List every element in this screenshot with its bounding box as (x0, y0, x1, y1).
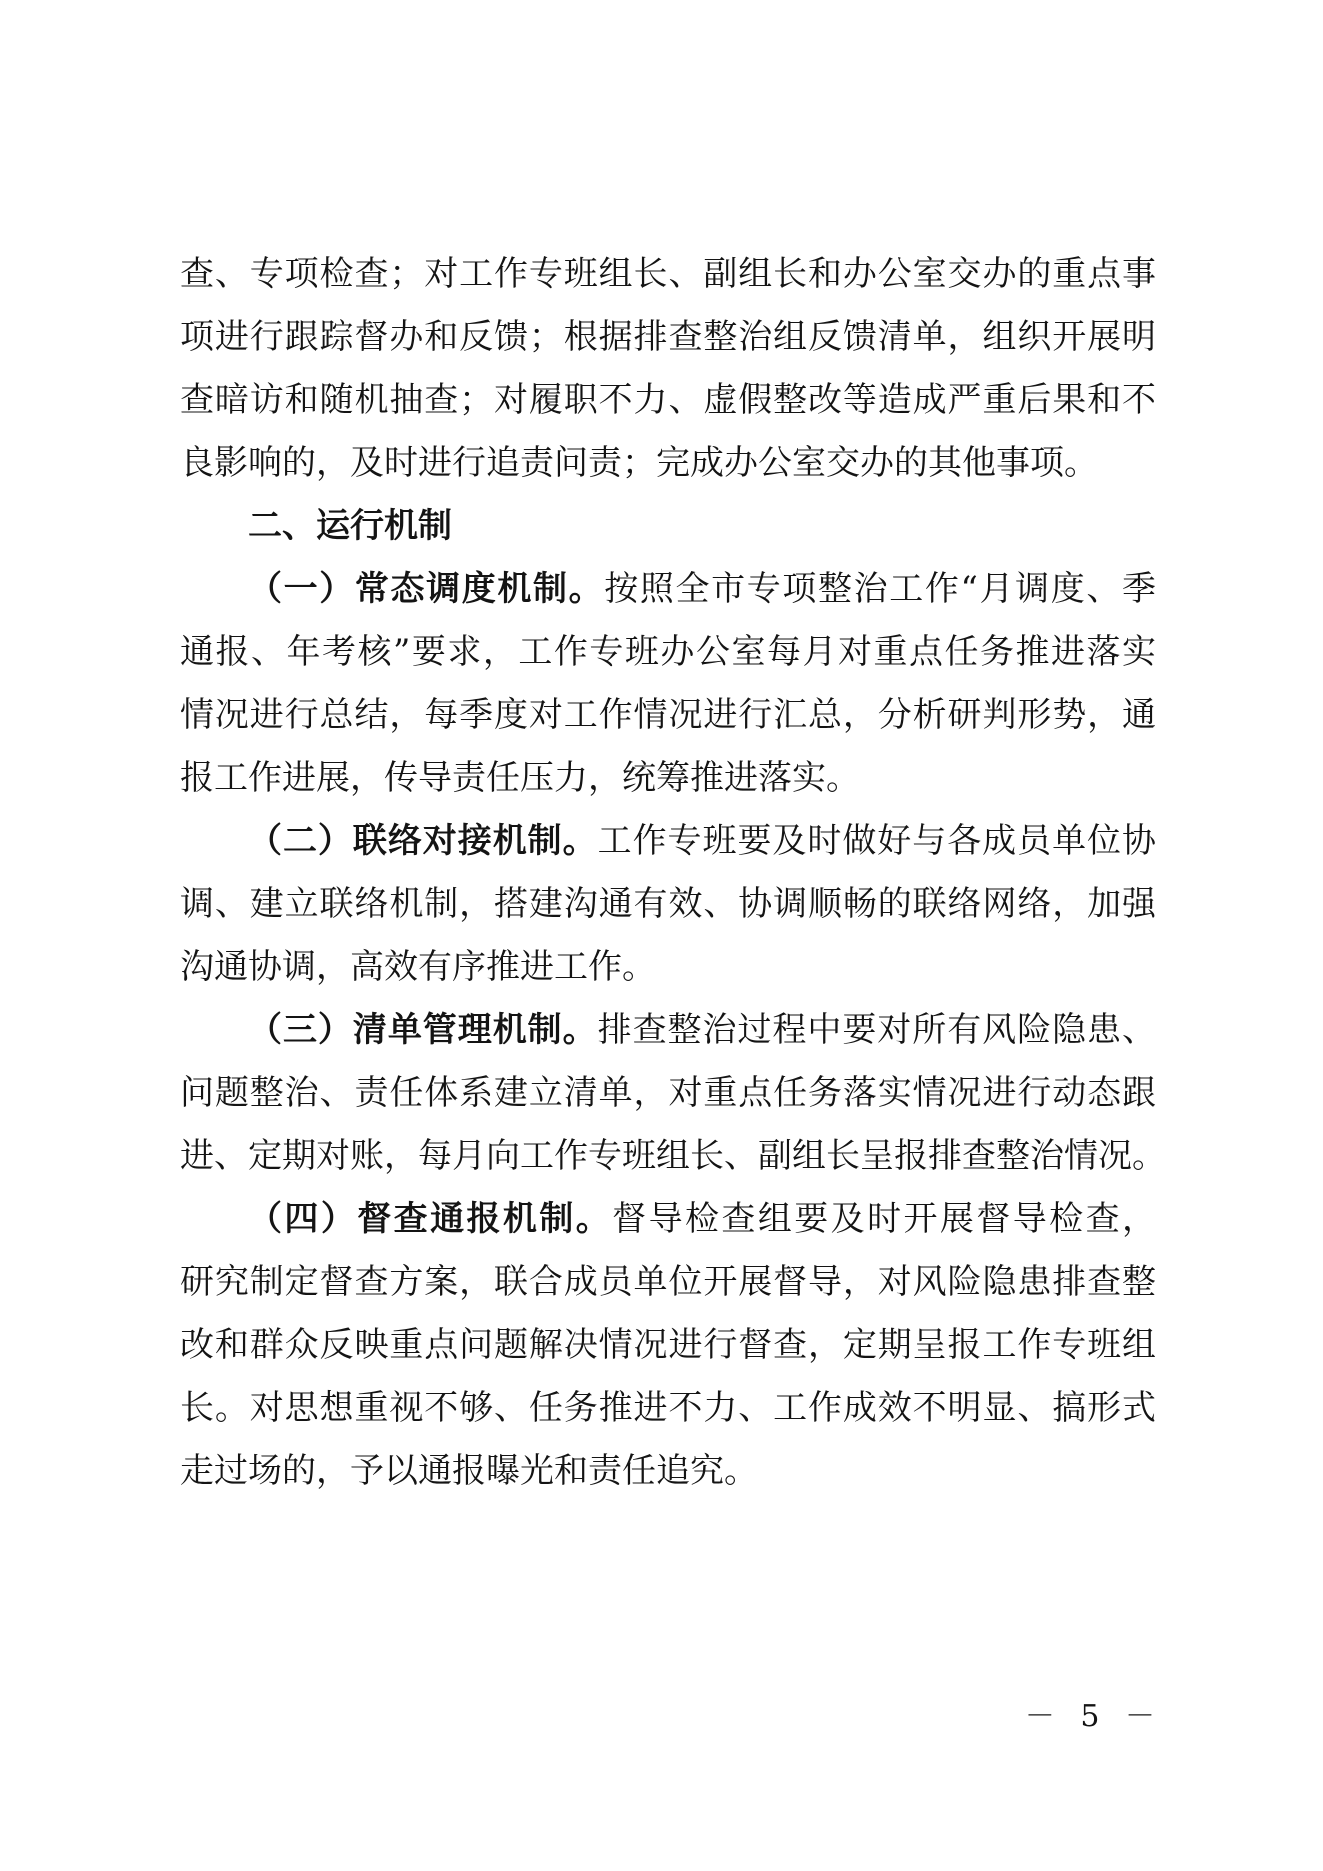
text-line: 问题整治、责任体系建立清单，对重点任务落实情况进行动态跟 (180, 1073, 1156, 1113)
paragraph-first-line (180, 1188, 1156, 1251)
text-line: 研究制定督查方案，联合成员单位开展督导，对风险隐患排查整 (180, 1262, 1156, 1302)
text-line: 沟通协调，高效有序推进工作。 (180, 947, 656, 987)
paragraph-heading: （二）联络对接机制。 (248, 821, 598, 861)
paragraph-text: 工作专班要及时做好与各成员单位协 (597, 821, 1157, 861)
paragraph-first-line (180, 810, 1156, 873)
paragraph-heading: （三）清单管理机制。 (248, 1010, 598, 1050)
text-line: 改和群众反映重点问题解决情况进行督查，定期呈报工作专班组 (180, 1325, 1156, 1365)
document-body (180, 243, 1166, 1503)
paragraph-heading: （一）常态调度机制。 (248, 569, 605, 609)
text-line: 进、定期对账，每月向工作专班组长、副组长呈报排查整治情况。 (180, 1136, 1166, 1176)
text-line: 良影响的，及时进行追责问责；完成办公室交办的其他事项。 (180, 443, 1098, 483)
section-heading: 二、运行机制 (248, 506, 452, 546)
text-line: 走过场的，予以通报曝光和责任追究。 (180, 1451, 758, 1491)
paragraph-text: 督导检查组要及时开展督导检查， (612, 1199, 1157, 1239)
text-line: 长。对思想重视不够、任务推进不力、工作成效不明显、搞形式 (180, 1388, 1156, 1428)
paragraph-text: 排查整治过程中要对所有风险隐患、 (597, 1010, 1157, 1050)
paragraph-first-line (180, 558, 1156, 621)
text-line: 通报、年考核”要求，工作专班办公室每月对重点任务推进落实 (180, 632, 1156, 672)
paragraph-text: 按照全市专项整治工作“月调度、季 (604, 569, 1156, 609)
page-number: － 5 － (1024, 1699, 1163, 1734)
text-line: 查、专项检查；对工作专班组长、副组长和办公室交办的重点事 (180, 254, 1156, 294)
paragraph-heading: （四）督查通报机制。 (248, 1199, 613, 1239)
text-line: 项进行跟踪督办和反馈；根据排查整治组反馈清单，组织开展明 (180, 317, 1156, 357)
text-line: 调、建立联络机制，搭建沟通有效、协调顺畅的联络网络，加强 (180, 884, 1156, 924)
text-line: 报工作进展，传导责任压力，统筹推进落实。 (180, 758, 860, 798)
text-line: 情况进行总结，每季度对工作情况进行汇总，分析研判形势，通 (180, 695, 1156, 735)
text-line: 查暗访和随机抽查；对履职不力、虚假整改等造成严重后果和不 (180, 380, 1156, 420)
paragraph-first-line (180, 999, 1156, 1062)
